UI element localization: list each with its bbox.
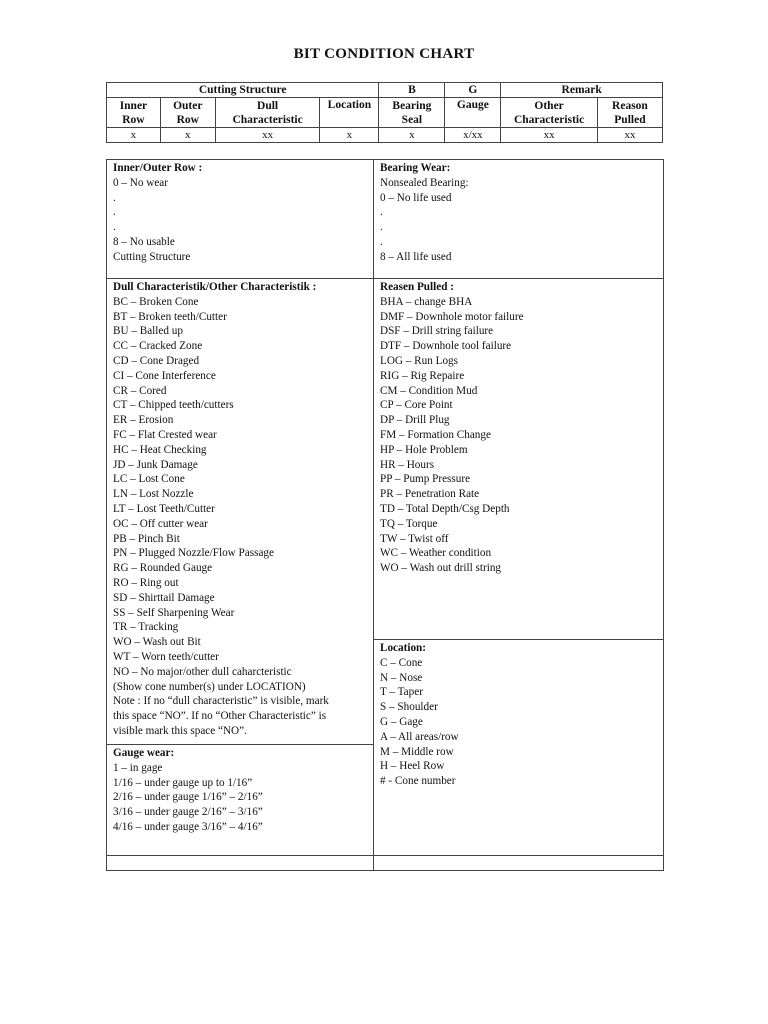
group-header-g: G xyxy=(445,83,501,98)
horizontal-divider xyxy=(107,744,373,745)
list-item: BC – Broken Cone xyxy=(113,295,199,308)
list-item: 1 – in gage xyxy=(113,761,163,774)
page-title: BIT CONDITION CHART xyxy=(293,46,475,62)
value-dull-characteristic: xx xyxy=(215,128,320,143)
list-item: WO – Wash out drill string xyxy=(380,562,502,575)
value-gauge: x/xx xyxy=(445,128,501,143)
section-heading: Inner/Outer Row : xyxy=(113,162,203,174)
value-reason-pulled: xx xyxy=(597,128,662,143)
group-header-remark: Remark xyxy=(501,83,663,98)
list-item: LN – Lost Nozzle xyxy=(113,488,194,501)
list-item: DSF – Drill string failure xyxy=(380,325,494,338)
inner-outer-row-section xyxy=(113,161,202,265)
list-item: CT – Chipped teeth/cutters xyxy=(113,399,234,412)
list-item: SD – Shirttail Damage xyxy=(113,591,215,604)
list-item: RIG – Rig Repaire xyxy=(380,369,465,382)
horizontal-divider xyxy=(107,855,663,856)
list-item: 8 – All life used xyxy=(380,250,452,263)
list-item: PP – Pump Pressure xyxy=(380,473,471,486)
list-item: . xyxy=(113,221,116,234)
legend-grid xyxy=(106,159,664,871)
column-header-reason-pulled: Reason Pulled xyxy=(597,98,662,128)
list-item: HC – Heat Checking xyxy=(113,443,207,456)
list-item: A – All areas/row xyxy=(380,730,459,743)
list-item: G – Gage xyxy=(380,715,423,728)
column-header-other-characteristic: Other Characteristic xyxy=(501,98,598,128)
list-item: RG – Rounded Gauge xyxy=(113,562,213,575)
list-item: DMF – Downhole motor failure xyxy=(380,310,524,323)
note-line: Note : If no “dull characteristic” is visible, mark xyxy=(113,695,329,708)
value-other-characteristic: xx xyxy=(501,128,598,143)
list-item: DP – Drill Plug xyxy=(380,414,450,427)
column-header-gauge: Gauge xyxy=(445,98,501,128)
section-heading: Dull Characteristik/Other Characteristik : xyxy=(113,281,317,293)
list-item: TQ – Torque xyxy=(380,517,438,530)
list-item: 2/16 – under gauge 1/16” – 2/16” xyxy=(113,791,263,804)
list-item: TW – Twist off xyxy=(380,532,449,545)
location-section xyxy=(380,641,459,789)
reason-pulled-section xyxy=(380,280,524,576)
list-item: BU – Balled up xyxy=(113,325,183,338)
value-inner-row: x xyxy=(107,128,161,143)
list-item: FM – Formation Change xyxy=(380,428,491,441)
bit-condition-table xyxy=(106,82,663,143)
list-item: M – Middle row xyxy=(380,745,454,758)
list-item: CD – Cone Draged xyxy=(113,354,200,367)
list-item: . xyxy=(113,206,116,219)
list-item: OC – Off cutter wear xyxy=(113,517,208,530)
list-item: T – Taper xyxy=(380,686,423,699)
horizontal-divider xyxy=(107,278,663,279)
list-item: HR – Hours xyxy=(380,458,435,471)
list-item: 4/16 – under gauge 3/16” – 4/16” xyxy=(113,820,263,833)
list-item: JD – Junk Damage xyxy=(113,458,198,471)
list-item: DTF – Downhole tool failure xyxy=(380,340,512,353)
column-header-outer-row: Outer Row xyxy=(160,98,215,128)
list-item: CP – Core Point xyxy=(380,399,453,412)
note-line: this space “NO”. If no “Other Characteristic” is xyxy=(113,710,327,723)
group-header-b: B xyxy=(379,83,445,98)
list-item: CI – Cone Interference xyxy=(113,369,216,382)
list-item: H – Heel Row xyxy=(380,760,445,773)
column-header-location: Location xyxy=(320,98,379,128)
list-item: LT – Lost Teeth/Cutter xyxy=(113,502,215,515)
list-item: . xyxy=(380,235,383,248)
list-item: HP – Hole Problem xyxy=(380,443,468,456)
list-item: . xyxy=(113,191,116,204)
list-item: S – Shoulder xyxy=(380,701,438,714)
list-item: PN – Plugged Nozzle/Flow Passage xyxy=(113,547,274,560)
list-item: . xyxy=(380,206,383,219)
list-item: ER – Erosion xyxy=(113,414,174,427)
list-item: WT – Worn teeth/cutter xyxy=(113,650,219,663)
list-item: RO – Ring out xyxy=(113,576,179,589)
list-item: Nonsealed Bearing: xyxy=(380,176,469,189)
column-header-bearing-seal: Bearing Seal xyxy=(379,98,445,128)
list-item: C – Cone xyxy=(380,656,423,669)
list-item: 0 – No wear xyxy=(113,176,168,189)
list-item: # - Cone number xyxy=(380,775,456,788)
gauge-wear-section xyxy=(113,746,263,835)
list-item: BT – Broken teeth/Cutter xyxy=(113,310,227,323)
group-header-cutting-structure: Cutting Structure xyxy=(107,83,379,98)
list-item: SS – Self Sharpening Wear xyxy=(113,606,235,619)
list-item: Cutting Structure xyxy=(113,250,191,263)
list-item: LOG – Run Logs xyxy=(380,354,459,367)
list-item: 1/16 – under gauge up to 1/16” xyxy=(113,776,253,789)
list-item: NO – No major/other dull caharcteristic xyxy=(113,665,292,678)
value-outer-row: x xyxy=(160,128,215,143)
list-item: PB – Pinch Bit xyxy=(113,532,180,545)
list-item: 8 – No usable xyxy=(113,235,175,248)
list-item: CR – Cored xyxy=(113,384,167,397)
list-item: WC – Weather condition xyxy=(380,547,492,560)
horizontal-divider xyxy=(374,639,663,640)
note-line: visible mark this space “NO”. xyxy=(113,724,247,737)
column-header-inner-row: Inner Row xyxy=(107,98,161,128)
list-item: FC – Flat Crested wear xyxy=(113,428,217,441)
list-item: 3/16 – under gauge 2/16” – 3/16” xyxy=(113,806,263,819)
section-heading: Gauge wear: xyxy=(113,747,175,759)
list-item: CC – Cracked Zone xyxy=(113,340,203,353)
list-item: CM – Condition Mud xyxy=(380,384,478,397)
list-item: N – Nose xyxy=(380,671,423,684)
list-item: LC – Lost Cone xyxy=(113,473,185,486)
value-bearing-seal: x xyxy=(379,128,445,143)
column-header-dull-characteristic: Dull Characteristic xyxy=(215,98,320,128)
list-item: BHA – change BHA xyxy=(380,295,473,308)
list-item: (Show cone number(s) under LOCATION) xyxy=(113,680,306,693)
dull-characteristic-section xyxy=(113,280,329,739)
list-item: WO – Wash out Bit xyxy=(113,636,201,649)
section-heading: Location: xyxy=(380,642,426,654)
section-heading: Reasen Pulled : xyxy=(380,281,454,293)
bearing-wear-section xyxy=(380,161,469,265)
value-location: x xyxy=(320,128,379,143)
list-item: 0 – No life used xyxy=(380,191,452,204)
vertical-divider xyxy=(373,160,374,870)
list-item: TR – Tracking xyxy=(113,621,179,634)
list-item: PR – Penetration Rate xyxy=(380,488,480,501)
list-item: TD – Total Depth/Csg Depth xyxy=(380,502,510,515)
list-item: . xyxy=(380,221,383,234)
section-heading: Bearing Wear: xyxy=(380,162,451,174)
